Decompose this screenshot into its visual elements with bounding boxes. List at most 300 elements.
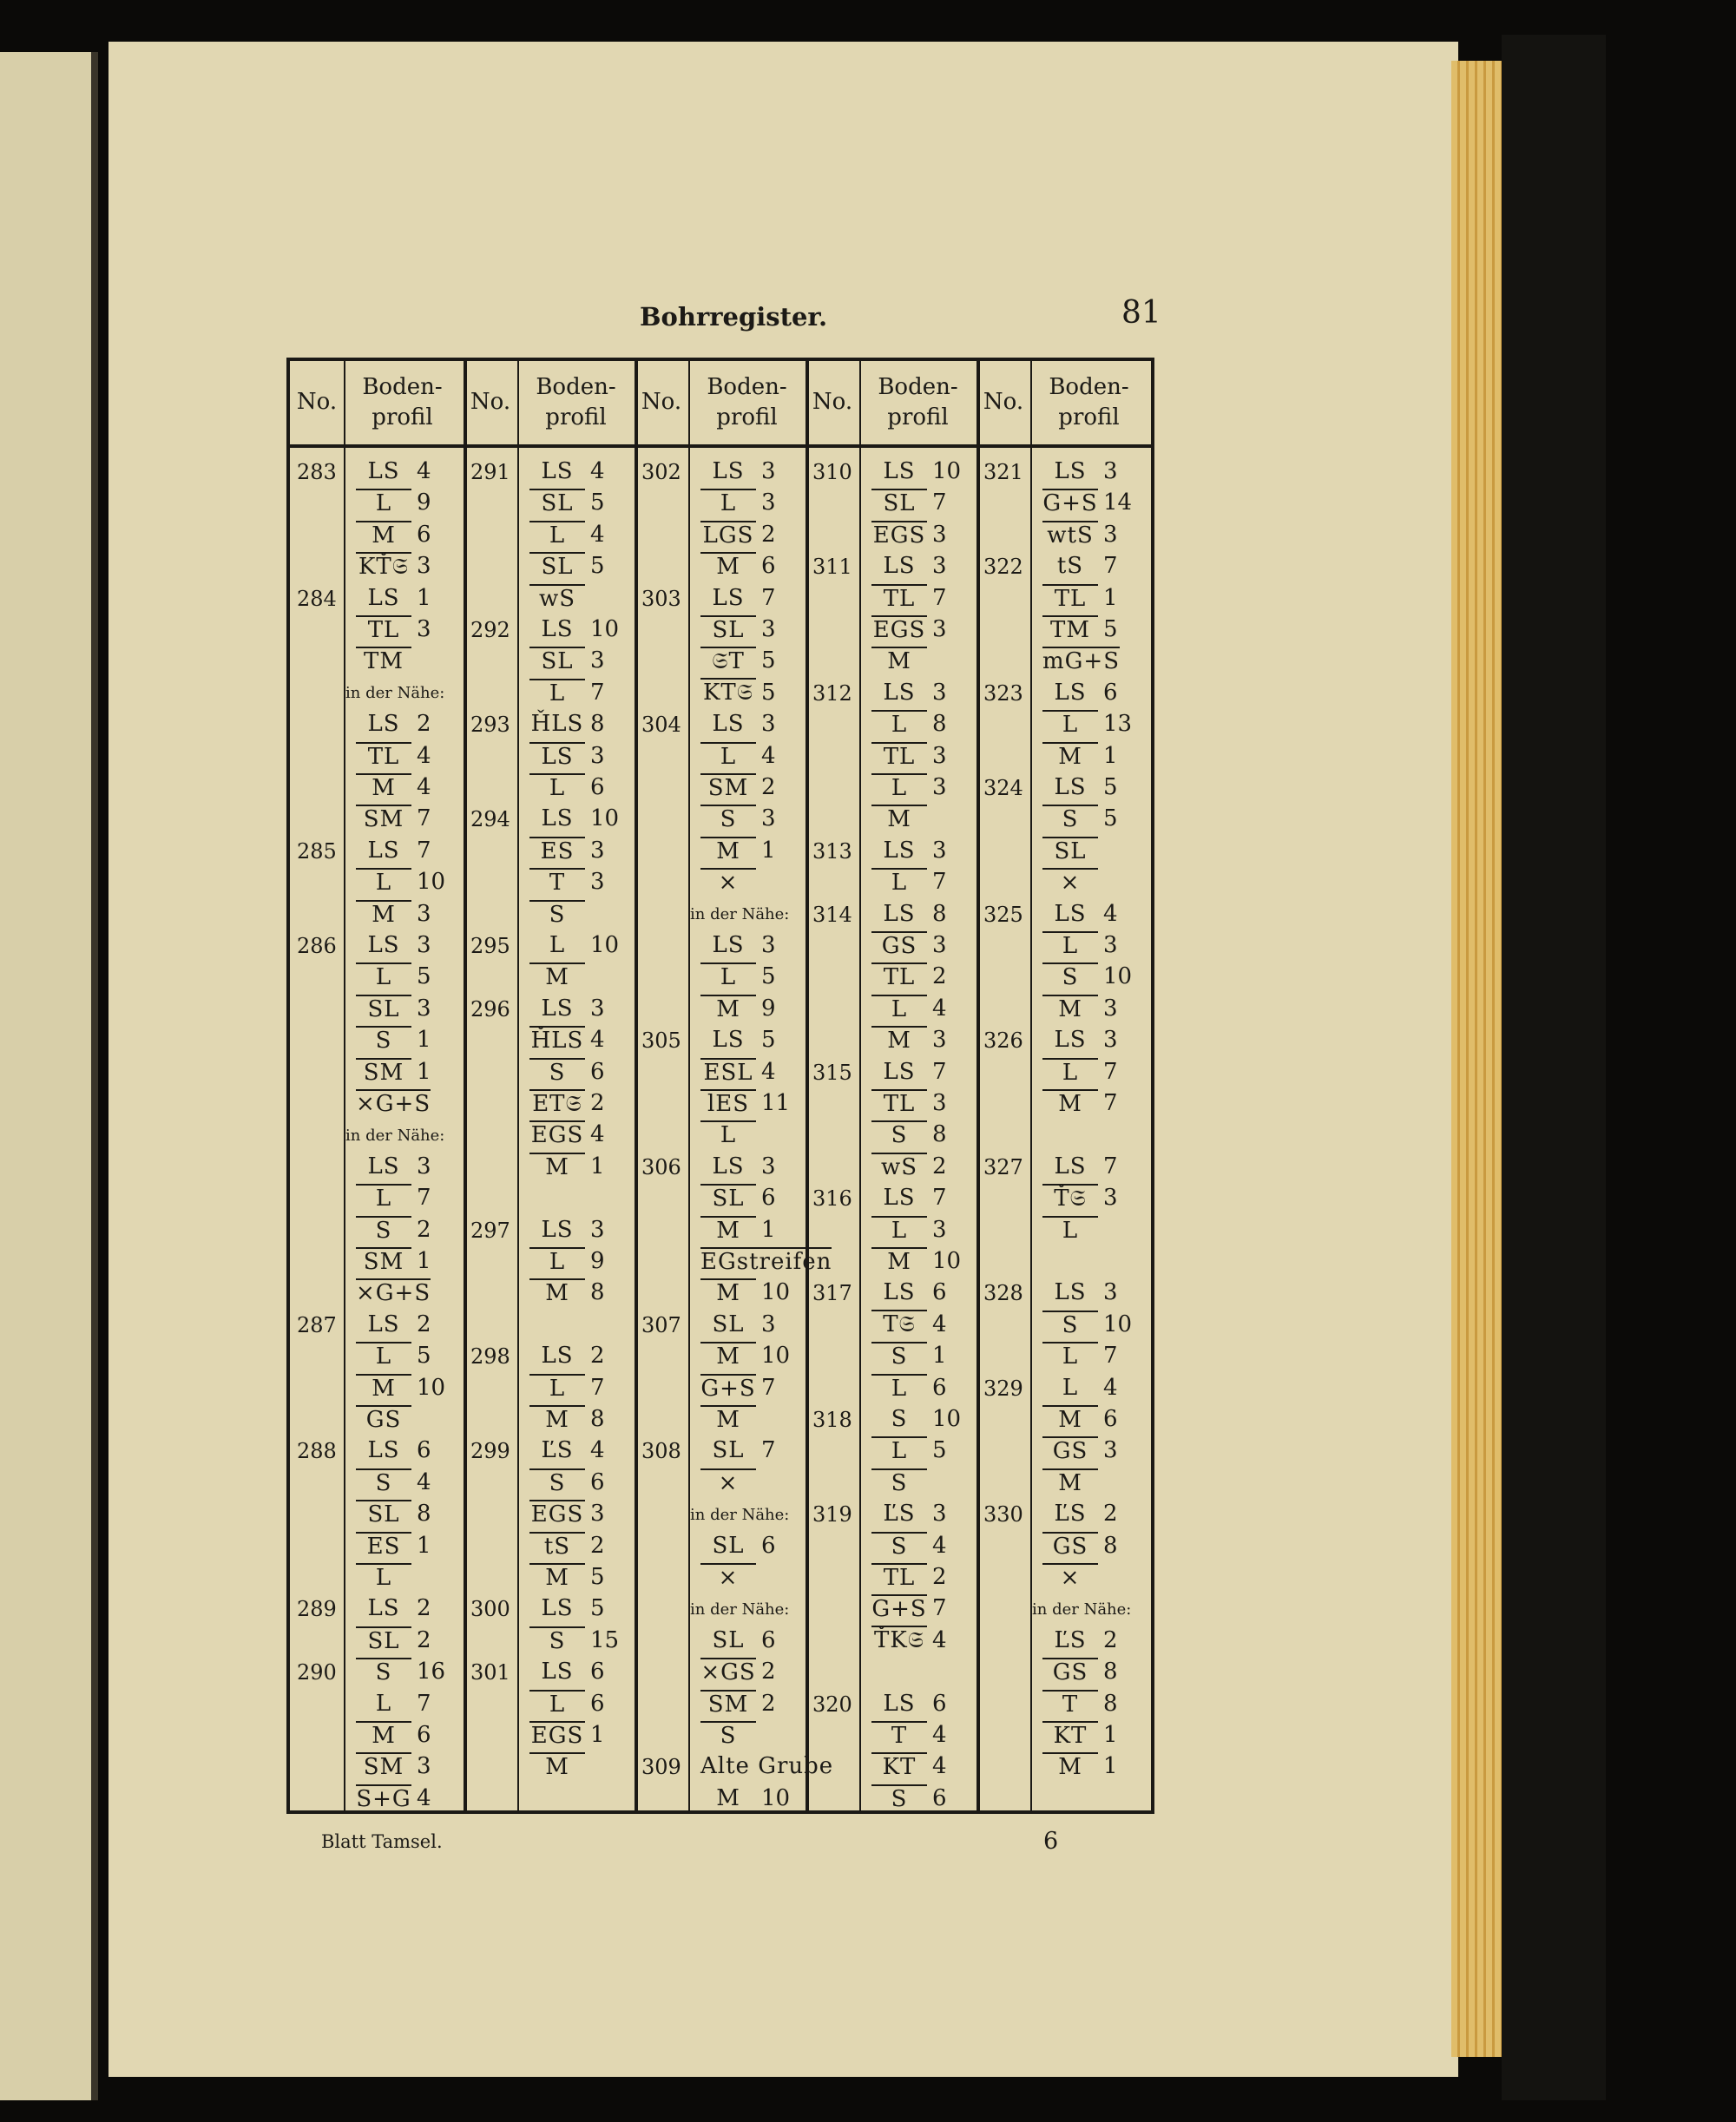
layer-code: M bbox=[700, 552, 756, 580]
layer-code: KT bbox=[871, 1752, 927, 1780]
layer-code: L bbox=[375, 1690, 392, 1717]
profile-layer bbox=[871, 867, 962, 897]
layer-code: SM bbox=[356, 1058, 411, 1086]
layer-code: LS bbox=[541, 458, 574, 484]
layer-thickness: 4 bbox=[590, 458, 605, 484]
profile-layer bbox=[529, 1435, 620, 1465]
boring-number: 306 bbox=[641, 1154, 681, 1179]
layer-code: ĽS bbox=[1054, 1501, 1087, 1527]
layer-thickness: 2 bbox=[761, 1690, 776, 1717]
boring-number: 317 bbox=[812, 1281, 852, 1306]
layer-thickness: 5 bbox=[761, 679, 776, 706]
layer-thickness: 4 bbox=[590, 521, 605, 548]
boring-number: 298 bbox=[470, 1344, 510, 1370]
profile-layer bbox=[1042, 583, 1133, 613]
boring-number: 284 bbox=[297, 586, 337, 611]
layer-code: LS bbox=[541, 616, 574, 642]
layer-code: S bbox=[1042, 1311, 1098, 1338]
layer-code: M bbox=[529, 1405, 585, 1433]
page-edges bbox=[1451, 61, 1502, 2057]
layer-code: GS bbox=[1042, 1436, 1098, 1464]
profile-layer bbox=[356, 836, 446, 865]
layer-code: S bbox=[529, 1468, 585, 1496]
layer-code: SM bbox=[356, 1752, 411, 1780]
profile-layer bbox=[871, 930, 962, 960]
profile-layer bbox=[529, 962, 620, 991]
profile-layer bbox=[700, 1025, 791, 1054]
layer-thickness: 6 bbox=[590, 774, 605, 800]
layer-code: TL bbox=[871, 1089, 927, 1117]
layer-code: lES bbox=[700, 1089, 756, 1117]
layer-thickness: 5 bbox=[761, 963, 776, 990]
layer-code: LS bbox=[541, 1595, 574, 1622]
layer-thickness: 2 bbox=[1103, 1626, 1118, 1653]
layer-thickness: 6 bbox=[761, 553, 776, 580]
sheet-name: Blatt Tamsel. bbox=[321, 1831, 443, 1852]
profile-layer bbox=[700, 1468, 791, 1497]
layer-code: LS bbox=[712, 1153, 745, 1179]
layer-code: G+S bbox=[1042, 490, 1098, 517]
layer-code: Alte Grube bbox=[700, 1753, 834, 1780]
layer-code: S bbox=[356, 1658, 411, 1685]
layer-thickness: 4 bbox=[417, 742, 431, 769]
boring-number: 295 bbox=[470, 934, 510, 958]
layer-thickness: 6 bbox=[417, 1437, 431, 1464]
layer-thickness: 4 bbox=[1103, 900, 1118, 927]
layer-code: L bbox=[871, 1374, 927, 1402]
profile-layer bbox=[1042, 646, 1154, 675]
profile-layer bbox=[700, 836, 791, 865]
layer-thickness: 1 bbox=[932, 1343, 947, 1370]
profile-layer bbox=[529, 1689, 620, 1718]
profile-layer bbox=[1042, 1246, 1133, 1276]
layer-code: GS bbox=[1042, 1658, 1098, 1685]
layer-thickness: 3 bbox=[761, 1311, 776, 1337]
profile-layer bbox=[700, 488, 791, 517]
layer-thickness: 5 bbox=[590, 489, 605, 516]
layer-thickness: 7 bbox=[417, 1690, 431, 1717]
layer-thickness: 5 bbox=[590, 553, 605, 580]
profile-layer bbox=[529, 1341, 620, 1370]
layer-thickness: 5 bbox=[761, 1027, 776, 1054]
profile-layer bbox=[356, 899, 446, 929]
profile-layer bbox=[871, 1751, 962, 1781]
layer-thickness: 7 bbox=[417, 1185, 431, 1212]
layer-code: SL bbox=[712, 1532, 745, 1559]
layer-code: LS bbox=[883, 553, 916, 580]
layer-code: S bbox=[356, 1468, 411, 1496]
profile-layer bbox=[871, 1310, 962, 1339]
layer-thickness: 3 bbox=[1103, 995, 1118, 1022]
profile-layer bbox=[1042, 614, 1133, 644]
boring-number: 300 bbox=[470, 1597, 510, 1622]
profile-layer bbox=[871, 1246, 962, 1276]
layer-code: GS bbox=[1042, 1532, 1098, 1560]
profile-layer bbox=[1042, 1152, 1133, 1181]
layer-code: L bbox=[871, 773, 927, 801]
layer-code: SL bbox=[712, 1311, 745, 1337]
profile-layer bbox=[356, 804, 446, 833]
layer-code: L bbox=[700, 1120, 756, 1148]
layer-thickness: 10 bbox=[1103, 963, 1133, 990]
layer-code: G+S bbox=[700, 1375, 756, 1402]
profile-layer bbox=[356, 1562, 446, 1592]
profile-layer bbox=[356, 1435, 446, 1465]
layer-thickness: 3 bbox=[1103, 1279, 1118, 1306]
layer-thickness: 10 bbox=[1103, 1311, 1133, 1337]
layer-thickness: 4 bbox=[590, 1027, 605, 1054]
profile-layer bbox=[356, 1025, 446, 1054]
layer-code: M bbox=[356, 773, 411, 801]
profile-layer bbox=[356, 1278, 465, 1307]
layer-code: LS bbox=[712, 458, 745, 484]
layer-code: TL bbox=[1042, 584, 1098, 612]
profile-layer bbox=[356, 994, 446, 1023]
boring-number: 327 bbox=[983, 1154, 1023, 1179]
profile-layer bbox=[529, 1657, 620, 1686]
boring-number: 323 bbox=[983, 680, 1023, 706]
profile-layer bbox=[356, 1468, 446, 1497]
layer-thickness: 1 bbox=[417, 1027, 431, 1054]
layer-thickness: 2 bbox=[417, 711, 431, 738]
boring-number: 324 bbox=[983, 776, 1023, 800]
profile-layer bbox=[700, 1183, 791, 1212]
layer-thickness: 9 bbox=[590, 1248, 605, 1274]
profile-layer bbox=[871, 1499, 962, 1528]
boring-number: 303 bbox=[641, 586, 681, 611]
profile-layer bbox=[1042, 1183, 1133, 1212]
layer-code: LS bbox=[367, 1595, 400, 1622]
layer-thickness: 6 bbox=[761, 1532, 776, 1559]
layer-code: M bbox=[700, 1405, 756, 1433]
column-rule bbox=[806, 361, 809, 1810]
layer-code: T bbox=[1042, 1690, 1098, 1718]
profile-layer bbox=[529, 1720, 620, 1750]
layer-thickness: 6 bbox=[590, 1468, 605, 1495]
layer-code: L bbox=[356, 868, 411, 896]
column-rule bbox=[976, 361, 980, 1810]
layer-thickness: 8 bbox=[590, 1406, 605, 1432]
layer-code: LS bbox=[883, 679, 916, 706]
profile-layer bbox=[356, 1373, 446, 1403]
layer-code: × bbox=[700, 1468, 756, 1496]
column-rule bbox=[344, 361, 345, 1810]
profile-layer bbox=[700, 1088, 791, 1118]
layer-thickness: 3 bbox=[761, 1153, 776, 1179]
profile-layer bbox=[1042, 1626, 1133, 1655]
profile-layer bbox=[356, 1720, 446, 1750]
boring-number: 315 bbox=[812, 1060, 852, 1085]
profile-layer bbox=[1042, 520, 1133, 549]
layer-code: S bbox=[1042, 962, 1098, 990]
layer-thickness: 3 bbox=[932, 1216, 947, 1243]
layer-code: L bbox=[529, 521, 585, 549]
boring-number: 291 bbox=[470, 460, 510, 484]
layer-thickness: 7 bbox=[417, 837, 431, 864]
layer-thickness: 7 bbox=[590, 679, 605, 706]
profile-layer bbox=[871, 1025, 962, 1054]
layer-code: SL bbox=[356, 995, 411, 1022]
layer-code: LS bbox=[541, 1659, 574, 1685]
layer-code: L bbox=[1042, 710, 1098, 738]
book-binding bbox=[1502, 35, 1606, 2100]
profile-layer bbox=[529, 678, 620, 707]
layer-code: L bbox=[356, 962, 411, 990]
profile-layer bbox=[871, 962, 962, 991]
profile-layer bbox=[871, 1689, 962, 1718]
layer-code: ESL bbox=[700, 1058, 756, 1086]
boring-number: 288 bbox=[297, 1439, 337, 1464]
boring-number: 294 bbox=[470, 807, 510, 832]
profile-layer bbox=[871, 1341, 962, 1370]
layer-code: L bbox=[871, 710, 927, 738]
layer-code: EGS bbox=[530, 1723, 584, 1749]
header-no: No. bbox=[983, 389, 1024, 416]
layer-thickness: 5 bbox=[761, 647, 776, 674]
layer-code: L bbox=[529, 1690, 585, 1718]
layer-thickness: 1 bbox=[1103, 742, 1118, 769]
profile-layer bbox=[700, 772, 791, 802]
profile-layer bbox=[700, 1310, 791, 1339]
layer-thickness: 1 bbox=[417, 1532, 431, 1559]
layer-code: S bbox=[871, 1120, 927, 1148]
layer-code: S bbox=[871, 1784, 927, 1812]
layer-thickness: 3 bbox=[590, 995, 605, 1022]
bohrregister-table bbox=[286, 358, 1154, 1814]
layer-code: L bbox=[871, 1436, 927, 1464]
profile-layer bbox=[700, 520, 791, 549]
layer-code: L bbox=[1062, 1374, 1079, 1401]
layer-thickness: 3 bbox=[417, 932, 431, 958]
layer-thickness: 6 bbox=[417, 521, 431, 548]
layer-thickness: 4 bbox=[417, 774, 431, 800]
boring-number: 299 bbox=[470, 1439, 510, 1464]
layer-code: S bbox=[356, 1026, 411, 1054]
layer-code: EGS bbox=[872, 617, 926, 643]
layer-code: LS bbox=[541, 1343, 574, 1370]
profile-layer bbox=[1042, 1025, 1133, 1054]
profile-layer bbox=[700, 1720, 791, 1750]
layer-thickness: 5 bbox=[1103, 805, 1118, 832]
profile-layer bbox=[871, 1784, 962, 1813]
layer-thickness: 5 bbox=[590, 1595, 605, 1622]
profile-layer bbox=[1042, 1310, 1133, 1339]
layer-thickness: 2 bbox=[417, 1311, 431, 1337]
layer-thickness: 2 bbox=[761, 1659, 776, 1685]
layer-thickness: 3 bbox=[761, 805, 776, 832]
profile-layer bbox=[1042, 930, 1133, 960]
header-no: No. bbox=[641, 389, 682, 416]
layer-code: M bbox=[1042, 1089, 1098, 1117]
layer-thickness: 4 bbox=[932, 1626, 947, 1653]
layer-thickness: 3 bbox=[590, 1216, 605, 1243]
layer-thickness: 4 bbox=[932, 1532, 947, 1559]
profile-layer bbox=[700, 1784, 791, 1813]
boring-number: 302 bbox=[641, 460, 681, 484]
layer-thickness: 10 bbox=[761, 1279, 791, 1306]
layer-thickness: 4 bbox=[932, 1311, 947, 1337]
profile-layer bbox=[871, 1435, 962, 1465]
layer-thickness: 6 bbox=[417, 1722, 431, 1748]
profile-layer bbox=[529, 836, 620, 865]
profile-layer bbox=[871, 551, 962, 581]
header-no: No. bbox=[296, 389, 338, 416]
layer-code: KŤ𝔖 bbox=[356, 552, 411, 581]
layer-code: SM bbox=[356, 805, 411, 832]
layer-thickness: 4 bbox=[417, 1784, 431, 1811]
layer-thickness: 3 bbox=[417, 616, 431, 642]
profile-layer bbox=[356, 488, 446, 517]
profile-layer bbox=[700, 709, 791, 739]
layer-code: LS bbox=[1054, 679, 1087, 706]
profile-layer bbox=[700, 1341, 791, 1370]
profile-layer bbox=[871, 583, 962, 613]
layer-code: M bbox=[529, 1752, 585, 1780]
profile-layer bbox=[700, 1057, 791, 1087]
layer-code: S bbox=[529, 900, 585, 928]
layer-thickness: 2 bbox=[932, 1153, 947, 1179]
layer-thickness: 7 bbox=[1103, 553, 1118, 580]
profile-layer bbox=[356, 583, 446, 613]
boring-number: 305 bbox=[641, 1028, 681, 1054]
layer-thickness: 8 bbox=[932, 1121, 947, 1148]
profile-layer bbox=[700, 1278, 791, 1307]
profile-layer bbox=[1042, 1404, 1133, 1434]
layer-thickness: 4 bbox=[1103, 1374, 1118, 1401]
profile-layer bbox=[356, 1246, 446, 1276]
profile-layer bbox=[529, 804, 620, 833]
layer-code: TL bbox=[356, 742, 411, 770]
layer-thickness: 4 bbox=[761, 1058, 776, 1085]
profile-layer bbox=[529, 1278, 620, 1307]
layer-thickness: 3 bbox=[590, 869, 605, 896]
layer-code: ×G+S bbox=[356, 1280, 431, 1307]
layer-code: TL bbox=[871, 584, 927, 612]
profile-layer bbox=[1042, 836, 1133, 865]
layer-code: tS bbox=[1056, 553, 1084, 580]
profile-layer bbox=[1042, 1689, 1133, 1718]
layer-code: S bbox=[700, 1721, 756, 1749]
profile-layer bbox=[1042, 1657, 1133, 1686]
profile-layer bbox=[529, 583, 620, 613]
layer-thickness: 2 bbox=[1103, 1501, 1118, 1527]
layer-code: wS bbox=[529, 584, 585, 612]
profile-layer bbox=[529, 741, 620, 771]
layer-thickness: 5 bbox=[932, 1437, 947, 1464]
boring-number: 313 bbox=[812, 838, 852, 864]
profile-layer bbox=[1042, 867, 1133, 897]
layer-thickness: 6 bbox=[932, 1784, 947, 1811]
layer-thickness: 8 bbox=[1103, 1659, 1118, 1685]
profile-layer bbox=[700, 678, 791, 707]
layer-thickness: 3 bbox=[932, 742, 947, 769]
profile-layer bbox=[529, 1593, 620, 1623]
layer-code: GS bbox=[356, 1405, 411, 1433]
profile-layer bbox=[700, 867, 791, 897]
layer-code: LS bbox=[883, 1279, 916, 1306]
profile-layer bbox=[356, 1531, 446, 1560]
layer-code: S+G bbox=[356, 1785, 411, 1812]
profile-layer bbox=[356, 1152, 446, 1181]
profile-layer bbox=[871, 709, 962, 739]
layer-code: LS bbox=[1054, 1027, 1087, 1054]
profile-layer bbox=[700, 994, 791, 1023]
layer-thickness: 6 bbox=[761, 1185, 776, 1212]
profile-layer bbox=[1042, 899, 1133, 929]
layer-thickness: 7 bbox=[932, 1058, 947, 1085]
layer-thickness: 7 bbox=[932, 489, 947, 516]
profile-layer bbox=[529, 772, 620, 802]
layer-code: KT𝔖 bbox=[700, 678, 756, 706]
layer-code: SL bbox=[529, 489, 585, 516]
layer-thickness: 2 bbox=[932, 963, 947, 990]
layer-code: S bbox=[700, 805, 756, 832]
layer-code: M bbox=[871, 805, 927, 832]
layer-code: M bbox=[871, 1026, 927, 1054]
layer-code: LS bbox=[367, 1437, 400, 1464]
layer-thickness: 3 bbox=[1103, 932, 1118, 958]
profile-layer bbox=[871, 804, 962, 833]
profile-layer bbox=[1042, 488, 1133, 517]
layer-code: T bbox=[871, 1721, 927, 1749]
layer-thickness: 7 bbox=[761, 1374, 776, 1401]
layer-code: LS bbox=[712, 711, 745, 738]
layer-code: GS bbox=[871, 931, 927, 959]
layer-code: L bbox=[529, 679, 585, 706]
layer-code: S bbox=[1042, 805, 1098, 832]
layer-code: ET𝔖 bbox=[529, 1089, 585, 1118]
profile-layer bbox=[700, 583, 791, 613]
boring-number: 330 bbox=[983, 1502, 1023, 1527]
running-title: Bohrregister. bbox=[640, 302, 828, 332]
layer-thickness: 7 bbox=[932, 869, 947, 896]
header-no: No. bbox=[470, 389, 511, 416]
profile-layer bbox=[529, 1404, 620, 1434]
layer-code: M bbox=[871, 1247, 927, 1275]
profile-layer bbox=[871, 1468, 962, 1497]
profile-layer bbox=[871, 1562, 962, 1592]
layer-thickness: 7 bbox=[1103, 1343, 1118, 1370]
layer-thickness: 7 bbox=[932, 1185, 947, 1212]
layer-code: S bbox=[871, 1532, 927, 1560]
layer-code: L bbox=[1042, 1058, 1098, 1086]
layer-thickness: 3 bbox=[932, 837, 947, 864]
layer-thickness: 1 bbox=[1103, 1753, 1118, 1780]
layer-thickness: 2 bbox=[932, 1564, 947, 1590]
profile-layer bbox=[529, 488, 620, 517]
layer-thickness: 3 bbox=[417, 1753, 431, 1780]
layer-code: SL bbox=[700, 1184, 756, 1212]
layer-code: L bbox=[1042, 1342, 1098, 1370]
layer-thickness: 1 bbox=[417, 1058, 431, 1085]
profile-layer bbox=[529, 1025, 620, 1054]
layer-code: M bbox=[700, 1216, 756, 1244]
profile-layer bbox=[1042, 457, 1133, 486]
layer-thickness: 15 bbox=[590, 1626, 620, 1653]
layer-thickness: 3 bbox=[932, 1090, 947, 1116]
layer-thickness: 2 bbox=[590, 1090, 605, 1116]
layer-thickness: 3 bbox=[1103, 458, 1118, 484]
layer-thickness: 3 bbox=[417, 1153, 431, 1179]
layer-code: SM bbox=[356, 1247, 411, 1275]
profile-layer bbox=[356, 1183, 446, 1212]
profile-layer bbox=[529, 930, 620, 960]
profile-layer bbox=[529, 520, 620, 549]
profile-layer bbox=[356, 1057, 446, 1087]
layer-code: M bbox=[356, 1374, 411, 1402]
layer-code: L bbox=[356, 1184, 411, 1212]
profile-layer bbox=[356, 1404, 446, 1434]
